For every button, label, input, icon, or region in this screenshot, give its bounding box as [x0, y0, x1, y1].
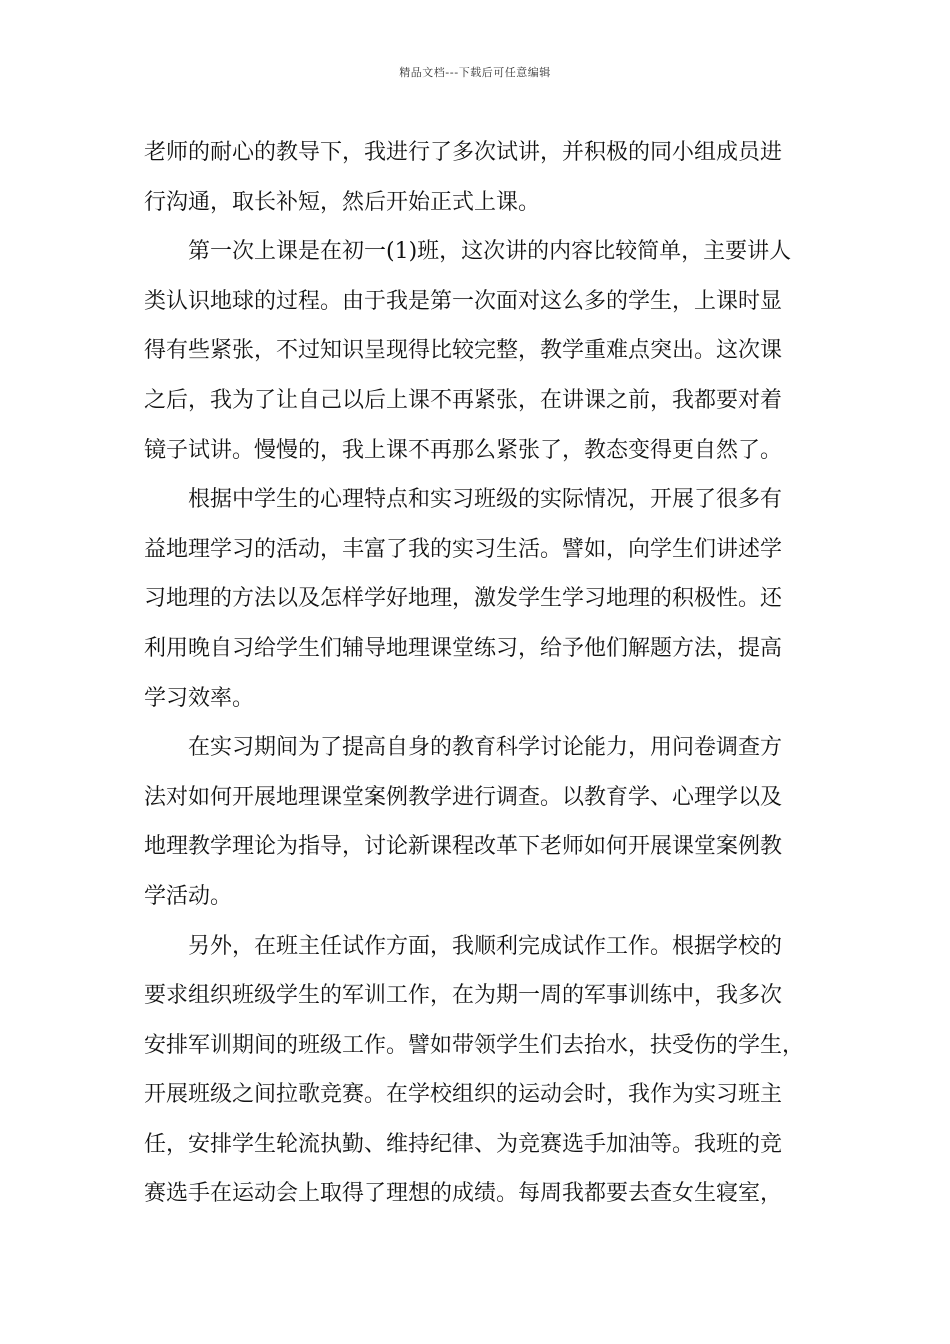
paragraph-first-line: 另外，在班主任试作方面，我顺利完成试作工作。根据学校的 [188, 933, 783, 959]
paragraph-first-line: 根据中学生的心理特点和实习班级的实际情况，开展了很多有 [188, 487, 783, 513]
paragraph-first-line: 在实习期间为了提高自身的教育科学讨论能力，用问卷调查方 [188, 735, 783, 761]
text-line: 之后，我为了让自己以后上课不再紧张，在讲课之前，我都要对着 [144, 387, 783, 413]
text-line: 任，安排学生轮流执勤、维持纪律、为竞赛选手加油等。我班的竞 [144, 1131, 783, 1157]
text-line: 法对如何开展地理课堂案例教学进行调查。以教育学、心理学以及 [144, 784, 783, 810]
text-line: 益地理学习的活动，丰富了我的实习生活。譬如，向学生们讲述学 [144, 536, 783, 562]
text-line: 安排军训期间的班级工作。譬如带领学生们去抬水，扶受伤的学生， [144, 1032, 805, 1058]
paragraph-first-line: 第一次上课是在初一(1)班，这次讲的内容比较简单，主要讲人 [188, 239, 792, 265]
text-line: 要求组织班级学生的军训工作，在为期一周的军事训练中，我多次 [144, 983, 783, 1009]
text-line: 地理教学理论为指导，讨论新课程改革下老师如何开展课堂案例教 [144, 834, 783, 860]
text-line: 开展班级之间拉歌竞赛。在学校组织的运动会时，我作为实习班主 [144, 1082, 783, 1108]
text-line: 类认识地球的过程。由于我是第一次面对这么多的学生，上课时显 [144, 288, 783, 314]
document-body [144, 128, 810, 1219]
text-line: 学习效率。 [144, 685, 255, 711]
page-header: 精品文档---下载后可任意编辑 [399, 66, 551, 79]
text-line: 赛选手在运动会上取得了理想的成绩。每周我都要去查女生寝室， [144, 1181, 783, 1207]
text-line: 利用晚自习给学生们辅导地理课堂练习，给予他们解题方法，提高 [144, 635, 783, 661]
text-line: 习地理的方法以及怎样学好地理，激发学生学习地理的积极性。还 [144, 586, 783, 612]
text-line: 镜子试讲。慢慢的，我上课不再那么紧张了，教态变得更自然了。 [144, 437, 783, 463]
text-line: 学活动。 [144, 883, 233, 909]
text-line: 得有些紧张，不过知识呈现得比较完整，教学重难点突出。这次课 [144, 338, 783, 364]
text-line: 老师的耐心的教导下，我进行了多次试讲，并积极的同小组成员进 [144, 140, 783, 165]
text-line: 行沟通，取长补短，然后开始正式上课。 [144, 189, 541, 215]
